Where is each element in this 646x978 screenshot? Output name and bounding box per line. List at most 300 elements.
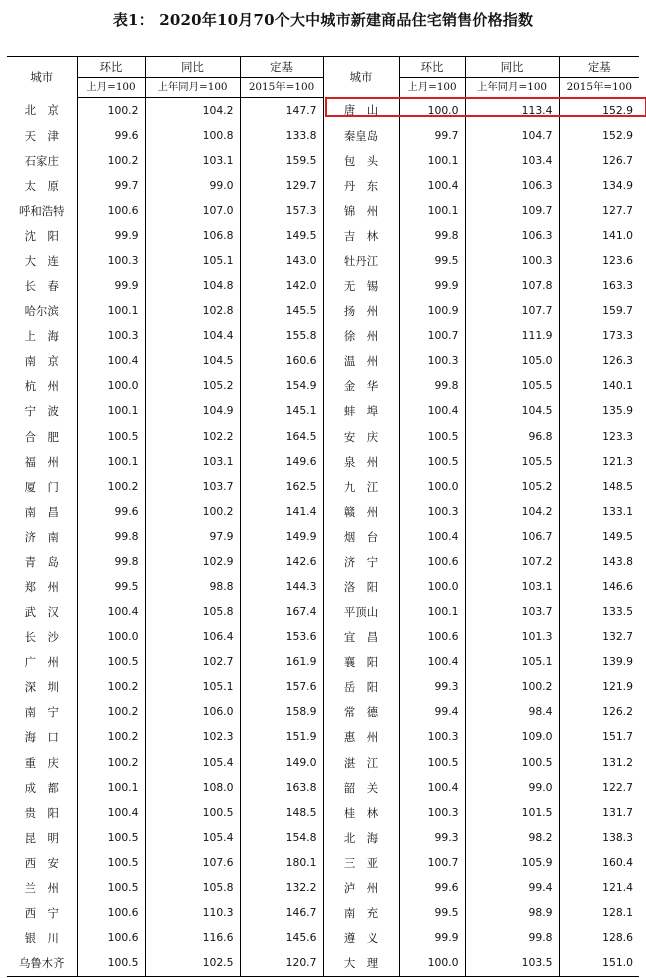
- cell-base-left: 180.1: [240, 850, 323, 875]
- cell-yoy-right: 100.5: [465, 750, 559, 775]
- cell-city-right: 无 锡: [323, 274, 399, 299]
- cell-base-left: 160.6: [240, 349, 323, 374]
- cell-base-right: 148.5: [602, 479, 633, 493]
- cell-base-right: 133.5: [602, 605, 633, 619]
- cell-mom-left: 100.5: [77, 825, 145, 850]
- cell-city-left: 济 南: [7, 524, 77, 549]
- cell-city-right: 济 宁: [323, 549, 399, 574]
- cell-base-right: 133.1: [602, 504, 633, 518]
- table-row: [7, 449, 639, 474]
- cell-city-left: 沈 阳: [7, 223, 77, 248]
- cell-mom-right: 100.3: [399, 499, 465, 524]
- cell-mom-right: 100.1: [399, 600, 465, 625]
- price-index-table-container: [7, 56, 639, 977]
- cell-yoy-left: 105.1: [145, 248, 240, 273]
- cell-base-left: 142.0: [240, 274, 323, 299]
- cell-mom-left: 100.2: [77, 474, 145, 499]
- cell-yoy-right: 103.1: [465, 574, 559, 599]
- cell-yoy-left: 116.6: [145, 926, 240, 951]
- cell-base-left: 141.4: [240, 499, 323, 524]
- cell-mom-right: 100.4: [399, 775, 465, 800]
- table-row: [7, 98, 639, 124]
- table-header: [7, 57, 639, 98]
- cell-city-right: 北 海: [323, 825, 399, 850]
- header-mom-sub-right: 上月=100: [399, 77, 465, 98]
- cell-yoy-left: 106.4: [145, 625, 240, 650]
- cell-mom-left: 100.5: [77, 951, 145, 977]
- cell-mom-left: 100.5: [77, 850, 145, 875]
- cell-city-right: 岳 阳: [323, 675, 399, 700]
- cell-mom-right: 100.0: [399, 98, 465, 124]
- cell-yoy-right: 96.8: [465, 424, 559, 449]
- cell-base-left: 145.5: [240, 299, 323, 324]
- cell-mom-left: 100.2: [77, 725, 145, 750]
- cell-yoy-right: 103.5: [465, 951, 559, 977]
- cell-city-left: 南 京: [7, 349, 77, 374]
- cell-base-left: 154.9: [240, 374, 323, 399]
- cell-yoy-right: 106.3: [465, 223, 559, 248]
- cell-yoy-right: 113.4: [465, 98, 559, 124]
- table-row: [7, 274, 639, 299]
- cell-yoy-left: 102.9: [145, 549, 240, 574]
- table-row: [7, 374, 639, 399]
- cell-city-left: 郑 州: [7, 574, 77, 599]
- cell-city-right: 惠 州: [323, 725, 399, 750]
- cell-city-left: 石家庄: [7, 148, 77, 173]
- cell-city-right: 宜 昌: [323, 625, 399, 650]
- cell-city-right: 平顶山: [323, 600, 399, 625]
- cell-mom-right: 100.4: [399, 524, 465, 549]
- cell-base-left: 148.5: [240, 800, 323, 825]
- cell-city-right: 南 充: [323, 901, 399, 926]
- cell-mom-left: 100.4: [77, 600, 145, 625]
- cell-base-left: 144.3: [240, 574, 323, 599]
- cell-city-right: 韶 关: [323, 775, 399, 800]
- cell-mom-right: 100.4: [399, 399, 465, 424]
- cell-base-right: 122.7: [602, 780, 633, 794]
- cell-yoy-right: 106.3: [465, 173, 559, 198]
- cell-base-left: 155.8: [240, 324, 323, 349]
- cell-yoy-right: 103.7: [465, 600, 559, 625]
- cell-mom-right: 100.0: [399, 951, 465, 977]
- cell-yoy-left: 103.1: [145, 148, 240, 173]
- cell-mom-right: 100.6: [399, 625, 465, 650]
- cell-mom-left: 100.4: [77, 800, 145, 825]
- cell-base-right: 146.6: [602, 580, 633, 594]
- cell-base-left: 167.4: [240, 600, 323, 625]
- cell-city-left: 哈尔滨: [7, 299, 77, 324]
- cell-mom-left: 100.2: [77, 148, 145, 173]
- cell-mom-right: 100.9: [399, 299, 465, 324]
- cell-yoy-right: 99.8: [465, 926, 559, 951]
- cell-mom-left: 100.2: [77, 98, 145, 124]
- cell-base-right: 159.7: [602, 304, 633, 318]
- cell-yoy-right: 105.5: [465, 374, 559, 399]
- cell-mom-left: 99.9: [77, 274, 145, 299]
- cell-mom-left: 99.8: [77, 549, 145, 574]
- cell-yoy-right: 98.2: [465, 825, 559, 850]
- cell-city-right: 遵 义: [323, 926, 399, 951]
- cell-base-left: 145.6: [240, 926, 323, 951]
- cell-base-left: 149.9: [240, 524, 323, 549]
- cell-city-right: 襄 阳: [323, 650, 399, 675]
- table-row: [7, 148, 639, 173]
- cell-mom-right: 99.5: [399, 248, 465, 273]
- header-base-sub-right: 2015年=100: [559, 77, 639, 98]
- cell-city-right: 安 庆: [323, 424, 399, 449]
- header-yoy-sub-right: 上年同月=100: [465, 77, 559, 98]
- cell-yoy-left: 107.0: [145, 198, 240, 223]
- cell-base-right: 123.6: [602, 254, 633, 267]
- cell-base-right: 152.9: [602, 128, 633, 142]
- cell-yoy-left: 107.6: [145, 850, 240, 875]
- table-row: [7, 324, 639, 349]
- cell-city-left: 上 海: [7, 324, 77, 349]
- cell-yoy-left: 104.5: [145, 349, 240, 374]
- cell-base-right: 121.3: [602, 454, 633, 468]
- cell-city-right: 赣 州: [323, 499, 399, 524]
- cell-city-left: 广 州: [7, 650, 77, 675]
- cell-mom-left: 99.6: [77, 123, 145, 148]
- cell-base-right: 126.2: [602, 705, 633, 719]
- cell-yoy-right: 103.4: [465, 148, 559, 173]
- table-row: [7, 248, 639, 273]
- cell-mom-left: 100.1: [77, 449, 145, 474]
- cell-base-right: 149.5: [602, 529, 633, 543]
- cell-base-left: 159.5: [240, 148, 323, 173]
- cell-base-right: 131.7: [602, 805, 633, 819]
- cell-mom-right: 100.3: [399, 725, 465, 750]
- cell-base-right: 152.9: [602, 103, 633, 117]
- cell-city-left: 天 津: [7, 123, 77, 148]
- cell-yoy-left: 99.0: [145, 173, 240, 198]
- cell-base-right: 128.1: [602, 906, 633, 920]
- cell-base-left: 157.3: [240, 198, 323, 223]
- cell-city-right: 洛 阳: [323, 574, 399, 599]
- table-row: [7, 223, 639, 248]
- cell-yoy-left: 102.2: [145, 424, 240, 449]
- header-base-right: 定基: [559, 57, 639, 78]
- cell-city-right: 烟 台: [323, 524, 399, 549]
- cell-yoy-left: 100.5: [145, 800, 240, 825]
- cell-mom-left: 100.2: [77, 750, 145, 775]
- cell-mom-right: 99.8: [399, 374, 465, 399]
- table-row: [7, 600, 639, 625]
- cell-mom-right: 100.0: [399, 474, 465, 499]
- cell-base-left: 149.6: [240, 449, 323, 474]
- cell-mom-right: 99.3: [399, 825, 465, 850]
- cell-yoy-right: 98.9: [465, 901, 559, 926]
- cell-city-right: 包 头: [323, 148, 399, 173]
- cell-mom-right: 100.7: [399, 850, 465, 875]
- cell-mom-left: 100.2: [77, 675, 145, 700]
- header-mom-left: 环比: [77, 57, 145, 78]
- cell-mom-right: 100.4: [399, 650, 465, 675]
- cell-base-right: 151.7: [602, 730, 633, 744]
- cell-base-left: 133.8: [240, 123, 323, 148]
- cell-city-right: 牡丹江: [323, 248, 399, 273]
- cell-yoy-right: 105.2: [465, 474, 559, 499]
- cell-base-right: 135.9: [602, 404, 633, 418]
- cell-yoy-left: 106.8: [145, 223, 240, 248]
- cell-base-left: 163.8: [240, 775, 323, 800]
- cell-mom-left: 100.3: [77, 324, 145, 349]
- cell-yoy-left: 105.2: [145, 374, 240, 399]
- cell-city-left: 银 川: [7, 926, 77, 951]
- cell-base-left: 129.7: [240, 173, 323, 198]
- header-base-left: 定基: [240, 57, 323, 78]
- cell-yoy-left: 103.1: [145, 449, 240, 474]
- cell-yoy-right: 104.7: [465, 123, 559, 148]
- cell-base-right: 173.3: [602, 329, 633, 343]
- cell-city-left: 大 连: [7, 248, 77, 273]
- cell-yoy-right: 111.9: [465, 324, 559, 349]
- cell-mom-right: 100.1: [399, 198, 465, 223]
- cell-city-left: 南 宁: [7, 700, 77, 725]
- cell-mom-right: 100.7: [399, 324, 465, 349]
- cell-yoy-left: 104.8: [145, 274, 240, 299]
- cell-city-right: 泉 州: [323, 449, 399, 474]
- cell-base-left: 143.0: [240, 248, 323, 273]
- cell-base-right: 163.3: [602, 279, 633, 293]
- cell-mom-right: 99.3: [399, 675, 465, 700]
- cell-mom-right: 99.9: [399, 274, 465, 299]
- cell-base-right: 131.2: [602, 755, 633, 769]
- cell-yoy-left: 102.8: [145, 299, 240, 324]
- cell-yoy-left: 105.1: [145, 675, 240, 700]
- cell-city-left: 昆 明: [7, 825, 77, 850]
- table-row: [7, 800, 639, 825]
- table-row: [7, 524, 639, 549]
- cell-mom-right: 100.1: [399, 148, 465, 173]
- cell-yoy-right: 106.7: [465, 524, 559, 549]
- cell-mom-left: 100.6: [77, 198, 145, 223]
- cell-mom-right: 99.9: [399, 926, 465, 951]
- cell-yoy-right: 105.5: [465, 449, 559, 474]
- cell-base-right: 128.6: [602, 931, 633, 945]
- cell-yoy-right: 105.0: [465, 349, 559, 374]
- cell-yoy-left: 105.8: [145, 875, 240, 900]
- table-row: [7, 825, 639, 850]
- cell-mom-left: 100.0: [77, 625, 145, 650]
- cell-base-right: 143.8: [602, 554, 633, 568]
- cell-base-right: 121.4: [602, 880, 633, 894]
- cell-yoy-left: 105.4: [145, 750, 240, 775]
- cell-yoy-right: 98.4: [465, 700, 559, 725]
- cell-yoy-right: 109.0: [465, 725, 559, 750]
- cell-yoy-left: 104.4: [145, 324, 240, 349]
- price-index-table: [7, 56, 639, 977]
- cell-yoy-left: 98.8: [145, 574, 240, 599]
- cell-city-left: 福 州: [7, 449, 77, 474]
- cell-yoy-right: 104.2: [465, 499, 559, 524]
- cell-mom-right: 100.5: [399, 449, 465, 474]
- cell-yoy-right: 104.5: [465, 399, 559, 424]
- table-row: [7, 399, 639, 424]
- cell-yoy-right: 100.2: [465, 675, 559, 700]
- cell-yoy-left: 102.3: [145, 725, 240, 750]
- cell-mom-left: 100.4: [77, 349, 145, 374]
- cell-mom-left: 100.6: [77, 901, 145, 926]
- table-row: [7, 850, 639, 875]
- cell-base-right: 139.9: [602, 655, 633, 669]
- cell-base-right: 132.7: [602, 630, 633, 644]
- cell-mom-left: 99.7: [77, 173, 145, 198]
- cell-base-right: 126.7: [602, 153, 633, 167]
- cell-yoy-right: 99.0: [465, 775, 559, 800]
- header-mom-right: 环比: [399, 57, 465, 78]
- cell-mom-right: 99.4: [399, 700, 465, 725]
- cell-city-right: 温 州: [323, 349, 399, 374]
- cell-yoy-left: 103.7: [145, 474, 240, 499]
- cell-city-left: 贵 阳: [7, 800, 77, 825]
- cell-mom-right: 100.0: [399, 574, 465, 599]
- cell-mom-left: 100.0: [77, 374, 145, 399]
- cell-mom-left: 99.9: [77, 223, 145, 248]
- cell-mom-left: 100.2: [77, 700, 145, 725]
- cell-mom-right: 99.7: [399, 123, 465, 148]
- table-row: [7, 650, 639, 675]
- cell-base-right: 121.9: [602, 680, 633, 694]
- cell-base-left: 164.5: [240, 424, 323, 449]
- cell-city-left: 杭 州: [7, 374, 77, 399]
- cell-city-right: 丹 东: [323, 173, 399, 198]
- cell-city-right: 秦皇岛: [323, 123, 399, 148]
- cell-city-right: 金 华: [323, 374, 399, 399]
- cell-yoy-right: 107.8: [465, 274, 559, 299]
- table-row: [7, 198, 639, 223]
- cell-mom-left: 100.5: [77, 650, 145, 675]
- cell-mom-left: 100.1: [77, 399, 145, 424]
- table-row: [7, 775, 639, 800]
- cell-mom-left: 100.5: [77, 875, 145, 900]
- cell-city-right: 蚌 埠: [323, 399, 399, 424]
- header-yoy-right: 同比: [465, 57, 559, 78]
- cell-city-right: 湛 江: [323, 750, 399, 775]
- cell-yoy-left: 108.0: [145, 775, 240, 800]
- cell-mom-left: 100.5: [77, 424, 145, 449]
- cell-city-left: 太 原: [7, 173, 77, 198]
- cell-city-left: 南 昌: [7, 499, 77, 524]
- cell-city-right: 常 德: [323, 700, 399, 725]
- cell-base-left: 145.1: [240, 399, 323, 424]
- cell-mom-left: 99.5: [77, 574, 145, 599]
- cell-yoy-right: 99.4: [465, 875, 559, 900]
- header-base-sub-left: 2015年=100: [240, 77, 323, 98]
- cell-yoy-left: 97.9: [145, 524, 240, 549]
- cell-yoy-right: 100.3: [465, 248, 559, 273]
- cell-base-left: 154.8: [240, 825, 323, 850]
- cell-base-right: 151.0: [602, 956, 633, 970]
- cell-base-right: 138.3: [602, 830, 633, 844]
- cell-city-left: 重 庆: [7, 750, 77, 775]
- cell-city-left: 青 岛: [7, 549, 77, 574]
- cell-city-left: 长 春: [7, 274, 77, 299]
- cell-city-left: 乌鲁木齐: [7, 951, 77, 977]
- cell-city-left: 宁 波: [7, 399, 77, 424]
- cell-yoy-left: 105.4: [145, 825, 240, 850]
- cell-mom-right: 100.3: [399, 349, 465, 374]
- cell-mom-left: 100.1: [77, 299, 145, 324]
- cell-city-right: 桂 林: [323, 800, 399, 825]
- cell-mom-right: 100.5: [399, 424, 465, 449]
- cell-yoy-left: 100.2: [145, 499, 240, 524]
- cell-base-left: 157.6: [240, 675, 323, 700]
- table-row: [7, 474, 639, 499]
- header-yoy-sub-left: 上年同月=100: [145, 77, 240, 98]
- table-row: [7, 625, 639, 650]
- table-row: [7, 700, 639, 725]
- cell-base-right: 140.1: [602, 379, 633, 393]
- cell-mom-right: 99.5: [399, 901, 465, 926]
- table-row: [7, 299, 639, 324]
- cell-yoy-right: 101.5: [465, 800, 559, 825]
- table-title: 表1： 2020年10月70个大中城市新建商品住宅销售价格指数: [112, 11, 534, 29]
- cell-mom-left: 99.6: [77, 499, 145, 524]
- cell-base-left: 120.7: [240, 951, 323, 977]
- cell-city-left: 西 安: [7, 850, 77, 875]
- table-row: [7, 123, 639, 148]
- cell-base-left: 149.0: [240, 750, 323, 775]
- table-row: [7, 349, 639, 374]
- cell-mom-right: 99.8: [399, 223, 465, 248]
- cell-city-left: 武 汉: [7, 600, 77, 625]
- table-row: [7, 173, 639, 198]
- cell-mom-left: 100.6: [77, 926, 145, 951]
- cell-city-left: 西 宁: [7, 901, 77, 926]
- cell-yoy-right: 109.7: [465, 198, 559, 223]
- cell-yoy-left: 104.9: [145, 399, 240, 424]
- cell-base-left: 162.5: [240, 474, 323, 499]
- cell-yoy-right: 105.1: [465, 650, 559, 675]
- cell-base-left: 149.5: [240, 223, 323, 248]
- cell-base-left: 132.2: [240, 875, 323, 900]
- cell-yoy-right: 101.3: [465, 625, 559, 650]
- cell-city-right: 锦 州: [323, 198, 399, 223]
- cell-mom-right: 100.3: [399, 800, 465, 825]
- cell-city-right: 吉 林: [323, 223, 399, 248]
- cell-base-left: 146.7: [240, 901, 323, 926]
- header-mom-sub-left: 上月=100: [77, 77, 145, 98]
- cell-yoy-left: 102.5: [145, 951, 240, 977]
- table-row: [7, 875, 639, 900]
- header-city-left: 城市: [7, 57, 77, 98]
- cell-base-left: 142.6: [240, 549, 323, 574]
- cell-yoy-right: 105.9: [465, 850, 559, 875]
- cell-base-right: 134.9: [602, 178, 633, 192]
- cell-yoy-right: 107.2: [465, 549, 559, 574]
- cell-yoy-left: 104.2: [145, 98, 240, 124]
- cell-city-right: 唐 山: [323, 98, 399, 124]
- cell-city-right: 九 江: [323, 474, 399, 499]
- cell-base-left: 151.9: [240, 725, 323, 750]
- cell-city-left: 合 肥: [7, 424, 77, 449]
- cell-base-right: 126.3: [602, 354, 633, 368]
- cell-mom-right: 99.6: [399, 875, 465, 900]
- cell-yoy-left: 102.7: [145, 650, 240, 675]
- cell-yoy-left: 106.0: [145, 700, 240, 725]
- cell-city-right: 三 亚: [323, 850, 399, 875]
- cell-city-left: 深 圳: [7, 675, 77, 700]
- cell-mom-left: 100.3: [77, 248, 145, 273]
- table-row: [7, 725, 639, 750]
- cell-city-left: 北 京: [7, 98, 77, 124]
- cell-city-left: 长 沙: [7, 625, 77, 650]
- table-row: [7, 549, 639, 574]
- cell-base-left: 147.7: [240, 98, 323, 124]
- cell-city-left: 兰 州: [7, 875, 77, 900]
- cell-mom-right: 100.6: [399, 549, 465, 574]
